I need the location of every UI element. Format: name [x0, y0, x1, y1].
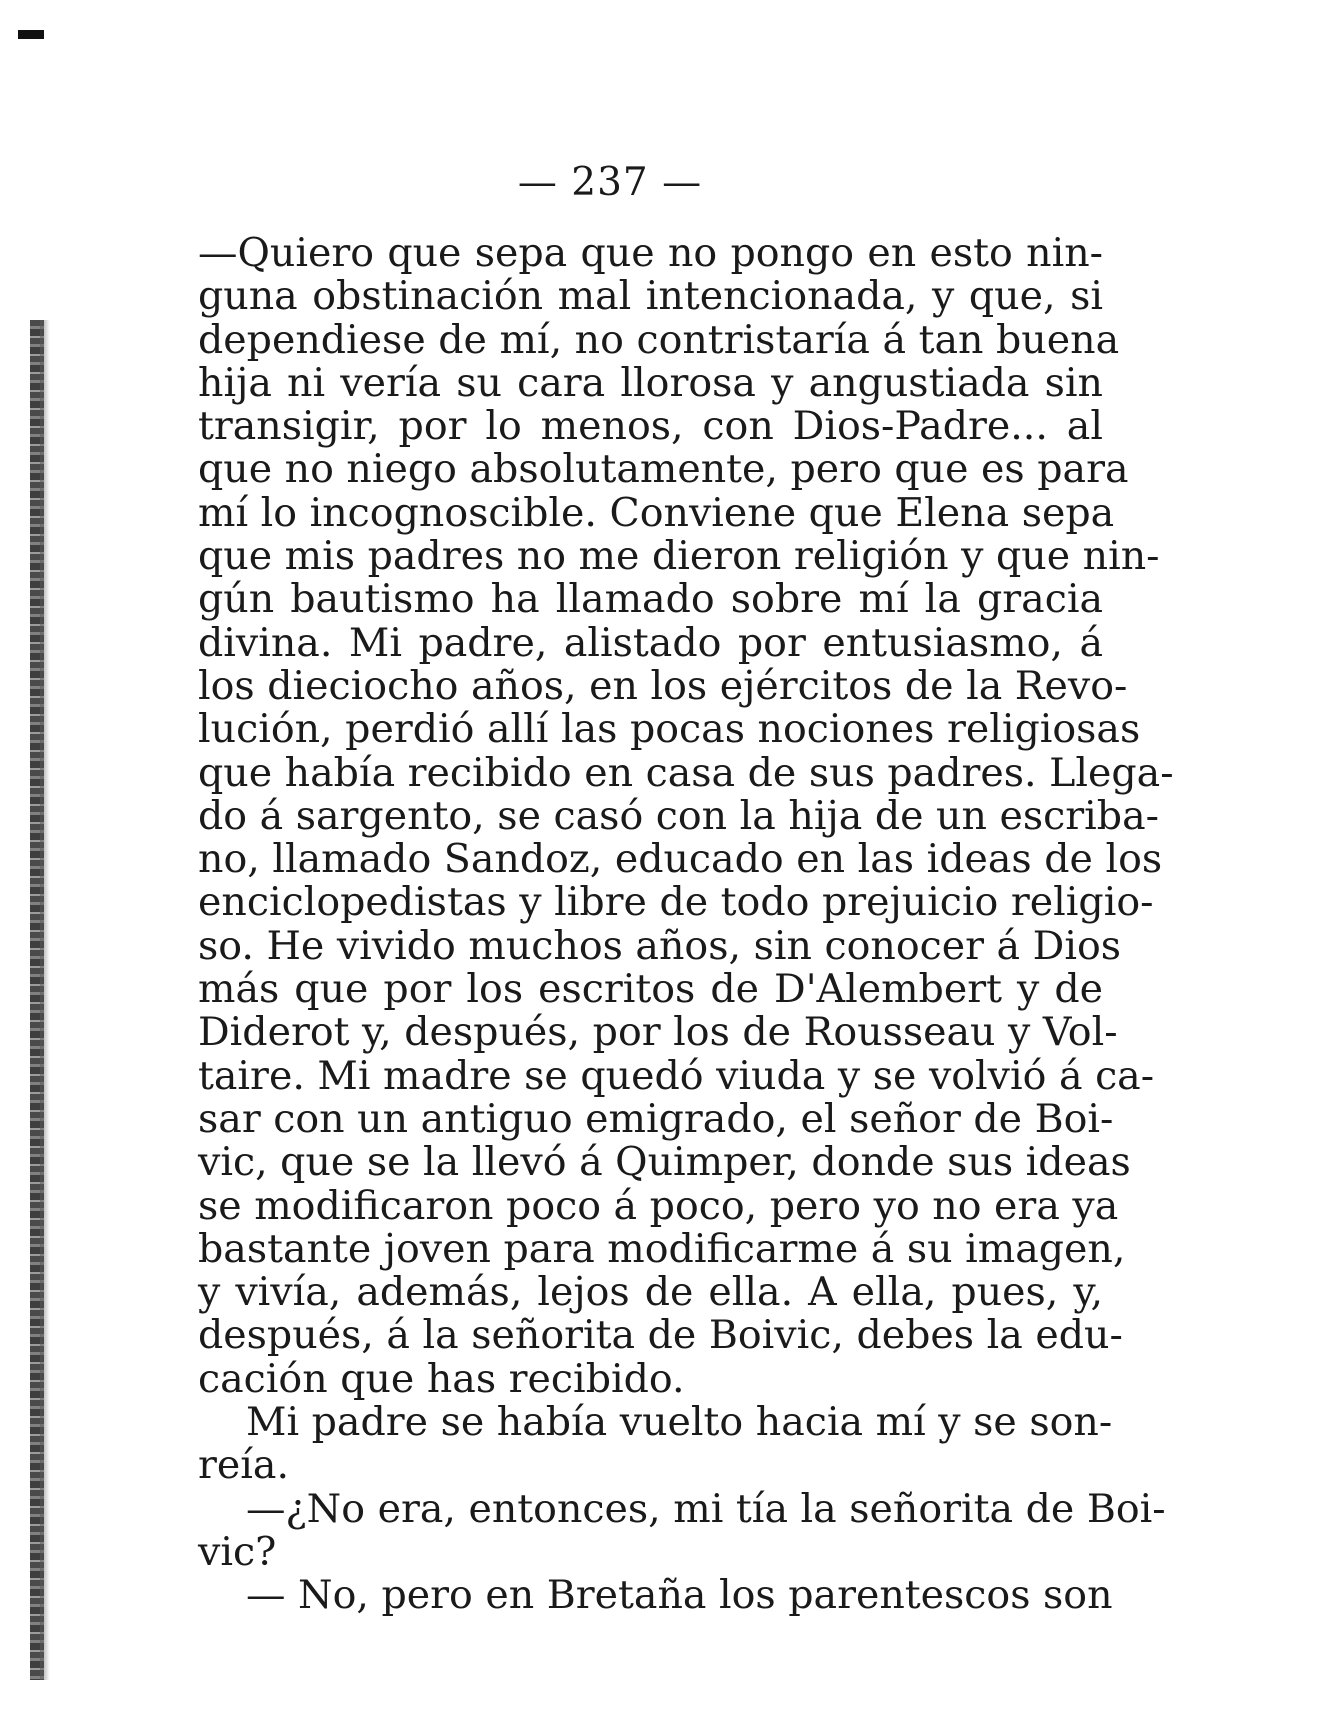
binding-gutter-fade — [40, 320, 50, 1680]
text-line: vic, que se la llevó á Quimper, donde sus ideas — [198, 1139, 1131, 1186]
text-line: transigir, por lo menos, con Dios-Padre... al — [198, 403, 1103, 450]
text-line: después, á la señorita de Boivic, debes la edu- — [198, 1312, 1123, 1359]
text-line: Mi padre se había vuelto hacia mí y se son- — [246, 1399, 1113, 1446]
text-line: los dieciocho años, en los ejércitos de la Revo- — [198, 662, 1128, 709]
text-line: mí lo incognoscible. Conviene que Elena sepa — [198, 489, 1115, 536]
text-line: —¿No era, entonces, mi tía la señorita de Boi- — [246, 1485, 1166, 1532]
text-line: reía. — [198, 1442, 289, 1489]
text-line: sar con un antiguo emigrado, el señor de Boi- — [198, 1095, 1114, 1142]
text-line: no, llamado Sandoz, educado en las ideas de los — [198, 836, 1163, 883]
text-line: so. He vivido muchos años, sin conocer á Dios — [198, 922, 1122, 969]
body-text — [198, 230, 1174, 1619]
text-line: cación que has recibido. — [198, 1355, 685, 1402]
text-line: divina. Mi padre, alistado por entusiasmo, á — [198, 619, 1103, 666]
text-line: y vivía, además, lejos de ella. A ella, pues, y, — [198, 1269, 1103, 1316]
text-line: gún bautismo ha llamado sobre mí la gracia — [198, 576, 1103, 623]
text-line: lución, perdió allí las pocas nociones religiosas — [198, 706, 1141, 753]
text-line: — No, pero en Bretaña los parentescos son — [246, 1572, 1113, 1619]
text-line: —Quiero que sepa que no pongo en esto nin- — [198, 230, 1103, 276]
text-line: guna obstinación mal intencionada, y que, si — [198, 273, 1103, 320]
text-line: taire. Mi madre se quedó viuda y se volvió á ca- — [198, 1052, 1155, 1099]
text-line: do á sargento, se casó con la hija de un escriba- — [198, 792, 1159, 839]
text-line: bastante joven para modificarme á su imagen, — [198, 1225, 1126, 1272]
scan-corner-mark — [18, 30, 44, 39]
text-line: vic? — [198, 1528, 277, 1575]
text-line: Diderot y, después, por los de Rousseau y Vol- — [198, 1009, 1118, 1056]
text-line: dependiese de mí, no contristaría á tan buena — [198, 316, 1120, 363]
page-number: — 237 — — [517, 160, 703, 205]
text-line: que no niego absolutamente, pero que es para — [198, 446, 1129, 493]
text-line: hija ni vería su cara llorosa y angustiada sin — [198, 359, 1103, 406]
text-line: que había recibido en casa de sus padres. Llega- — [198, 749, 1174, 796]
text-line: más que por los escritos de D'Alembert y de — [198, 966, 1103, 1013]
text-line: enciclopedistas y libre de todo prejuicio religio- — [198, 879, 1154, 926]
text-line: se modificaron poco á poco, pero yo no era ya — [198, 1182, 1119, 1229]
text-line: que mis padres no me dieron religión y que nin- — [198, 533, 1160, 580]
